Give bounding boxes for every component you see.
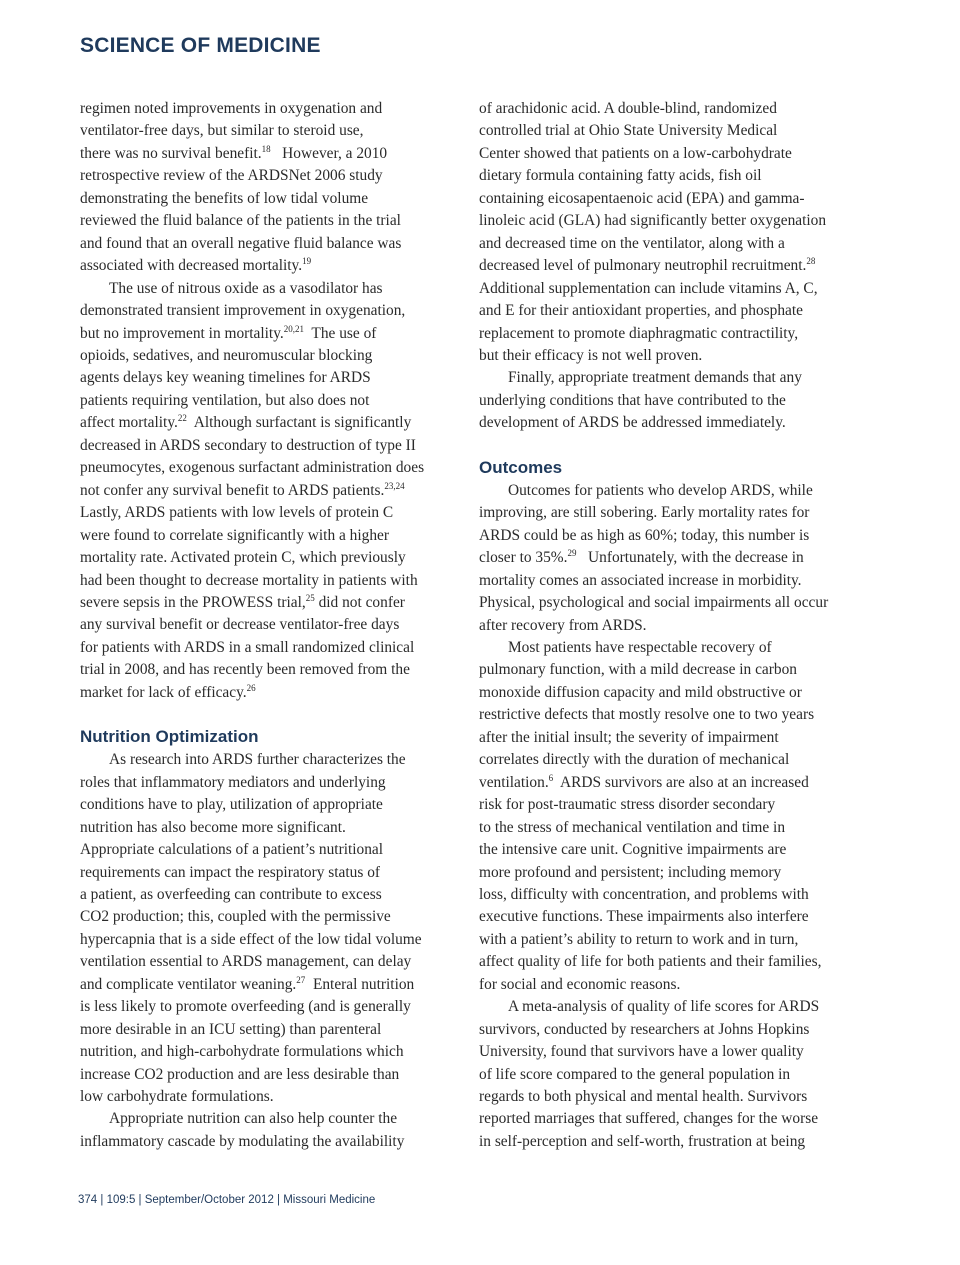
text-line: to the stress of mechanical ventilation and time in <box>479 818 786 836</box>
reference-19: 19 <box>302 256 312 267</box>
text-line: Most patients have respectable recovery of <box>508 638 772 656</box>
text-line: after the initial insult; the severity of impairment <box>479 728 779 746</box>
heading-nutrition-optimization: Nutrition Optimization <box>80 727 259 747</box>
text-line: but their efficacy is not well proven. <box>479 346 703 364</box>
text-line: ventilation essential to ARDS management, can delay <box>80 953 412 971</box>
text-line: The use of nitrous oxide as a vasodilator has <box>109 279 383 297</box>
text-line: inflammatory cascade by modulating the availability <box>80 1132 405 1150</box>
right-column <box>479 98 869 1153</box>
text-line: pulmonary function, with a mild decrease in carbon <box>479 661 797 679</box>
text-line: opioids, sedatives, and neuromuscular blocking <box>80 346 373 364</box>
text-line: executive functions. These impairments also interfere <box>479 908 809 926</box>
text-line: regimen noted improvements in oxygenation and <box>80 100 383 117</box>
text-line: Center showed that patients on a low-carbohydrate <box>479 144 792 162</box>
text-line: for social and economic reasons. <box>479 975 681 993</box>
paragraph <box>80 1108 470 1153</box>
text-line: demonstrated transient improvement in oxygenation, <box>80 302 406 320</box>
text-line: and found that an overall negative fluid balance was <box>80 234 402 252</box>
text-line: severe sepsis in the PROWESS trial,$^{25}$ did not confer <box>80 593 405 611</box>
text-line: low carbohydrate formulations. <box>80 1088 274 1106</box>
text-line: monoxide diffusion capacity and mild obstructive or <box>479 683 802 701</box>
text-line: not confer any survival benefit to ARDS patients.$^{23,24}$ <box>80 480 405 499</box>
text-line: requirements can impact the respiratory status of <box>80 863 381 881</box>
text-line: roles that inflammatory mediators and underlying <box>80 773 386 791</box>
text-line: closer to 35%.$^{29}$ Unfortunately, with the decrease in <box>479 548 804 567</box>
text-line: there was no survival benefit.$^{18}$ However, a 2010 <box>80 144 388 162</box>
paragraph <box>479 98 869 367</box>
text-line: after recovery from ARDS. <box>479 616 647 634</box>
heading-outcomes: Outcomes <box>479 457 563 477</box>
text-line: University, found that survivors have a lower quality <box>479 1043 804 1061</box>
text-line: increase CO2 production and are less desirable than <box>80 1065 400 1083</box>
text-line: A meta-analysis of quality of life scores for ARDS <box>508 998 820 1016</box>
text-line: risk for post-traumatic stress disorder secondary <box>479 796 776 814</box>
paragraph <box>80 98 470 278</box>
text-line: and E for their antioxidant properties, and phosphate <box>479 302 803 320</box>
text-line: ARDS could be as high as 60%; today, this number is <box>479 526 810 544</box>
text-line: affect quality of life for both patients and their families, <box>479 953 822 971</box>
text-line: but no improvement in mortality.$^{20,21}$ The use of <box>80 323 377 342</box>
text-line: were found to correlate significantly with a higher <box>80 526 389 544</box>
text-line: reviewed the fluid balance of the patients in the trial <box>80 212 401 230</box>
text-line: and decreased time on the ventilator, along with a <box>479 234 785 252</box>
reference-28: 28 <box>806 256 816 267</box>
text-line: decreased in ARDS secondary to destruction of type II <box>80 436 416 454</box>
reference-18: 18 <box>261 144 271 155</box>
text-line: mortality comes an associated increase in morbidity. <box>479 571 802 589</box>
text-line: demonstrating the benefits of low tidal volume <box>80 189 369 207</box>
text-line: controlled trial at Ohio State University Medical <box>479 122 778 140</box>
text-line: nutrition has also become more significant. <box>80 818 346 836</box>
text-line: nutrition, and high-carbohydrate formulations which <box>80 1043 404 1061</box>
text-line: replacement to promote diaphragmatic contractility, <box>479 324 799 342</box>
text-line: hypercapnia that is a side effect of the low tidal volume <box>80 930 422 948</box>
paragraph <box>479 637 869 996</box>
text-line: mortality rate. Activated protein C, which previously <box>80 549 406 567</box>
text-line: ventilator-free days, but similar to steroid use, <box>80 122 364 140</box>
reference-22: 22 <box>177 413 187 424</box>
page-footer: 374 | 109:5 | September/October 2012 | Missouri Medicine <box>78 1194 376 1206</box>
text-line: Physical, psychological and social impairments all occur <box>479 594 829 612</box>
text-line: underlying conditions that have contributed to the <box>479 391 786 409</box>
text-line: reported marriages that suffered, changes for the worse <box>479 1110 819 1128</box>
reference-26: 26 <box>246 682 256 693</box>
text-line: containing eicosapentaenoic acid (EPA) and gamma- <box>479 189 805 207</box>
reference-23-24: 23,24 <box>384 480 405 491</box>
text-line: with a patient’s ability to return to work and in turn, <box>479 930 799 948</box>
text-line: Additional supplementation can include vitamins A, C, <box>479 279 818 297</box>
text-line: decreased level of pulmonary neutrophil recruitment.$^{28}$ <box>479 256 816 275</box>
reference-20-21: 20,21 <box>283 323 305 334</box>
text-line: CO2 production; this, coupled with the permissive <box>80 908 391 926</box>
text-line: ventilation.$^6$ ARDS survivors are also at an increased <box>479 772 809 791</box>
text-line: the intensive care unit. Cognitive impairments are <box>479 841 787 859</box>
text-line: more profound and persistent; including memory <box>479 863 782 881</box>
reference-25: 25 <box>305 593 315 604</box>
paragraph <box>80 278 470 705</box>
text-line: Lastly, ARDS patients with low levels of protein C <box>80 504 394 522</box>
text-line: correlates directly with the duration of mechanical <box>479 751 790 769</box>
text-line: dietary formula containing fatty acids, fish oil <box>479 167 762 185</box>
text-line: As research into ARDS further characterizes the <box>109 751 406 769</box>
section-header: SCIENCE OF MEDICINE <box>80 34 321 57</box>
text-line: linoleic acid (GLA) had significantly better oxygenation <box>479 212 827 230</box>
text-line: Finally, appropriate treatment demands that any <box>508 369 802 387</box>
text-line: affect mortality.$^{22}$ Although surfactant is significantly <box>80 413 412 432</box>
text-line: regards to both physical and mental health. Survivors <box>479 1088 808 1106</box>
reference-29: 29 <box>567 548 577 559</box>
text-line: improving, are still sobering. Early mortality rates for <box>479 504 810 522</box>
paragraph <box>479 367 869 434</box>
text-line: development of ARDS be addressed immediately. <box>479 414 786 432</box>
text-line: had been thought to decrease mortality in patients with <box>80 571 418 589</box>
text-line: survivors, conducted by researchers at Johns Hopkins <box>479 1020 810 1038</box>
text-line: of life score compared to the general population in <box>479 1065 791 1083</box>
text-line: in self-perception and self-worth, frustration at being <box>479 1132 806 1150</box>
text-line: for patients with ARDS in a small randomized clinical <box>80 638 415 656</box>
text-line: patients requiring ventilation, but also does not <box>80 391 370 409</box>
text-line: associated with decreased mortality.$^{19}$ <box>80 256 312 275</box>
text-line: loss, difficulty with concentration, and problems with <box>479 885 809 903</box>
reference-6: 6 <box>548 772 554 783</box>
text-line: agents delays key weaning timelines for ARDS <box>80 369 371 387</box>
reference-27: 27 <box>296 974 306 985</box>
paragraph <box>479 996 869 1153</box>
text-line: restrictive defects that mostly resolve one to two years <box>479 706 815 724</box>
text-line: of arachidonic acid. A double-blind, randomized <box>479 100 777 117</box>
text-line: is less likely to promote overfeeding (and is generally <box>80 998 411 1016</box>
text-line: Appropriate nutrition can also help counter the <box>109 1110 398 1128</box>
text-line: Appropriate calculations of a patient’s nutritional <box>80 841 384 859</box>
text-line: retrospective review of the ARDSNet 2006 study <box>80 167 383 185</box>
text-line: market for lack of efficacy.$^{26}$ <box>80 682 256 701</box>
text-line: conditions have to play, utilization of appropriate <box>80 796 383 814</box>
text-line: and complicate ventilator weaning.$^{27}$ Enteral nutrition <box>80 974 415 993</box>
text-line: more desirable in an ICU setting) than parenteral <box>80 1020 382 1038</box>
text-line: pneumocytes, exogenous surfactant administration does <box>80 459 425 477</box>
text-line: any survival benefit or decrease ventilator-free days <box>80 616 400 634</box>
paragraph <box>479 480 869 637</box>
left-column <box>80 98 470 1153</box>
text-line: trial in 2008, and has recently been removed from the <box>80 661 410 679</box>
text-line: a patient, as overfeeding can contribute to excess <box>80 885 382 903</box>
paragraph <box>80 749 470 1108</box>
text-line: Outcomes for patients who develop ARDS, while <box>508 481 813 499</box>
